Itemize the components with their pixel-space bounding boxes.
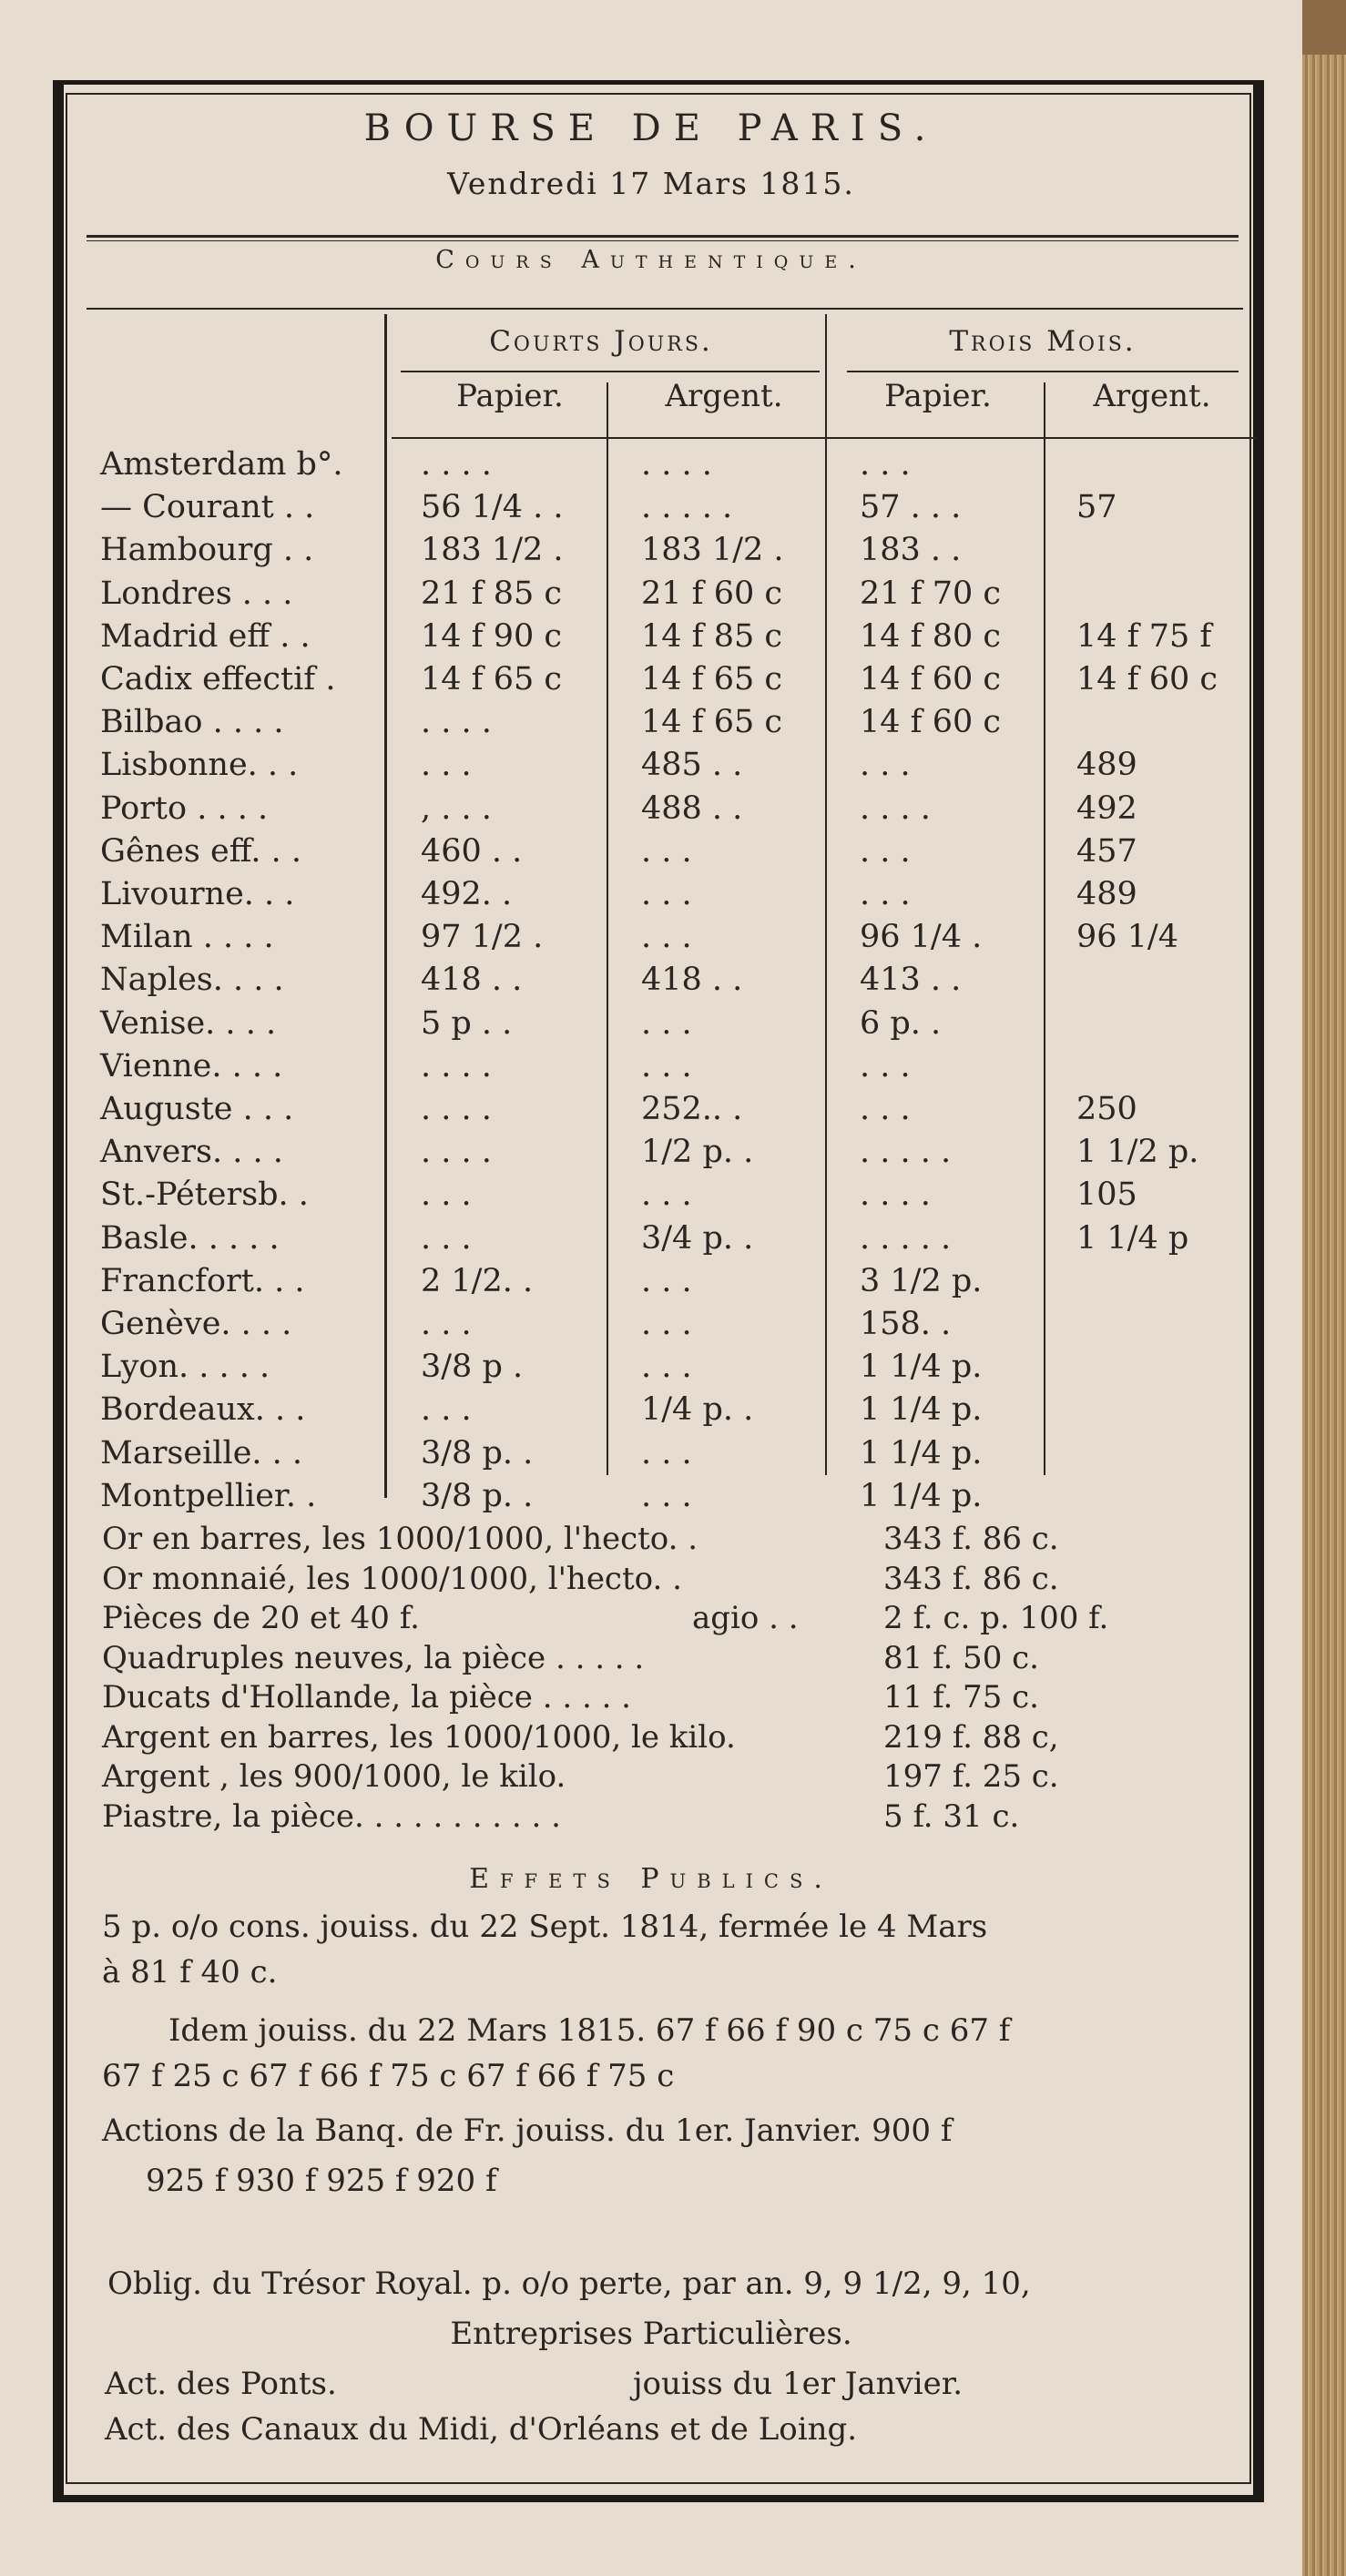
table-row xyxy=(100,618,1248,661)
cj-argent-cell: 14 f 85 c xyxy=(641,617,783,655)
cj-papier-cell: . . . xyxy=(421,1176,472,1214)
cj-argent-cell: . . . xyxy=(641,1477,692,1514)
effets-title: Effets Publics. xyxy=(469,1863,833,1895)
cj-argent-cell: 418 . . xyxy=(641,962,743,999)
cours-title: Cours Authentique. xyxy=(435,246,867,274)
cj-argent-cell: 1/4 p. . xyxy=(641,1391,754,1429)
row-name: Bordeaux. . . xyxy=(100,1391,306,1429)
table-row xyxy=(100,1220,1248,1263)
row-name: Milan . . . . xyxy=(100,919,274,956)
tm-papier-cell: . . . . xyxy=(860,1176,931,1214)
metaux-label: Or monnaié, les 1000/1000, l'hecto. . xyxy=(102,1560,682,1597)
row-name: Genève. . . . xyxy=(100,1306,292,1342)
metaux-value: 11 f. 75 c. xyxy=(883,1679,1039,1716)
cj-argent-cell: 14 f 65 c xyxy=(641,704,783,741)
table-row xyxy=(100,1478,1248,1521)
subcol-underline xyxy=(392,437,1257,439)
row-name: Livourne. . . xyxy=(100,876,295,912)
table-row xyxy=(100,1134,1248,1176)
metaux-value: 81 f. 50 c. xyxy=(883,1639,1039,1676)
cj-argent-cell: . . . . . xyxy=(641,489,733,526)
cj-papier-cell: , . . . xyxy=(421,789,492,827)
cj-papier-cell: . . . xyxy=(421,747,472,784)
cj-papier-cell: . . . . xyxy=(421,446,492,483)
row-name: Gênes eff. . . xyxy=(100,832,301,870)
tm-papier-cell: . . . xyxy=(860,1091,911,1127)
group-courts-jours: Courts Jours. xyxy=(489,325,713,358)
table-row xyxy=(100,1349,1248,1391)
tm-argent-cell: 57 xyxy=(1076,489,1117,526)
page-date: Vendredi 17 Mars 1815. xyxy=(447,166,855,201)
tm-argent-cell: 14 f 75 f xyxy=(1076,617,1212,655)
row-name: Hambourg . . xyxy=(100,532,314,569)
cj-papier-cell: 5 p . . xyxy=(421,1004,513,1042)
cj-papier-cell: 21 f 85 c xyxy=(421,575,563,612)
tm-papier-cell: 14 f 80 c xyxy=(860,617,1002,655)
tm-argent-cell: 457 xyxy=(1076,832,1137,870)
cours-divider xyxy=(87,308,1243,310)
row-name: Venise. . . . xyxy=(100,1004,277,1042)
cj-argent-cell: . . . xyxy=(641,1434,692,1471)
effets-line: 5 p. o/o cons. jouiss. du 22 Sept. 1814, fermée le 4 Mars xyxy=(102,1909,988,1945)
table-row xyxy=(100,661,1248,704)
tm-papier-cell: 14 f 60 c xyxy=(860,704,1002,741)
tm-papier-cell: 96 1/4 . xyxy=(860,919,983,956)
metaux-value: 219 f. 88 c, xyxy=(883,1718,1059,1756)
cj-argent-cell: 14 f 65 c xyxy=(641,661,783,697)
tm-papier-cell: 21 f 70 c xyxy=(860,575,1002,612)
cj-argent-cell: 21 f 60 c xyxy=(641,575,783,612)
cj-papier-cell: . . . . xyxy=(421,1091,492,1127)
tm-argent-cell: 14 f 60 c xyxy=(1076,661,1219,697)
metaux-value: 343 f. 86 c. xyxy=(883,1560,1059,1597)
table-row xyxy=(100,1263,1248,1306)
canaux-line: Act. des Canaux du Midi, d'Orléans et de Loing. xyxy=(105,2411,858,2448)
tm-papier-cell: . . . xyxy=(860,747,911,784)
cj-papier-cell: 14 f 90 c xyxy=(421,617,563,655)
tm-papier-cell: . . . xyxy=(860,832,911,870)
cj-argent-cell: . . . xyxy=(641,832,692,870)
cj-argent-cell: . . . xyxy=(641,919,692,956)
row-name: Amsterdam b°. xyxy=(100,446,343,483)
tm-argent-cell: 489 xyxy=(1076,747,1137,784)
tm-papier-cell: . . . . xyxy=(860,789,931,827)
table-row xyxy=(100,1306,1248,1349)
effets-line: 67 f 25 c 67 f 66 f 75 c 67 f 66 f 75 c xyxy=(102,2058,675,2094)
tm-papier-cell: . . . . . xyxy=(860,1134,952,1171)
cj-argent-cell: 3/4 p. . xyxy=(641,1219,754,1257)
table-row xyxy=(100,489,1248,532)
header-divider xyxy=(87,235,1239,238)
cj-argent-cell: . . . xyxy=(641,1306,692,1342)
ponts-label: Act. des Ponts. xyxy=(105,2366,337,2402)
metaux-label: Ducats d'Hollande, la pièce . . . . . xyxy=(102,1679,631,1716)
metaux-extra: agio . . xyxy=(692,1600,799,1636)
table-row xyxy=(100,919,1248,962)
cj-papier-cell: 3/8 p . xyxy=(421,1349,524,1386)
metaux-label: Or en barres, les 1000/1000, l'hecto. . xyxy=(102,1521,698,1557)
tm-papier-cell: 158. . xyxy=(860,1306,952,1342)
metaux-label: Piastre, la pièce. . . . . . . . . . . xyxy=(102,1797,561,1835)
row-name: Montpellier. . xyxy=(100,1477,317,1514)
tm-papier-cell: 6 p. . xyxy=(860,1004,942,1042)
oblig-line: Oblig. du Trésor Royal. p. o/o perte, par an. 9, 9 1/2, 9, 10, xyxy=(107,2265,1031,2302)
metaux-label: Pièces de 20 et 40 f. xyxy=(102,1600,420,1636)
cj-papier-cell: . . . . xyxy=(421,1047,492,1084)
cj-papier-cell: 14 f 65 c xyxy=(421,661,563,697)
metaux-value: 197 f. 25 c. xyxy=(883,1758,1059,1795)
tm-papier-cell: . . . . . xyxy=(860,1219,952,1257)
cj-argent-cell: . . . . xyxy=(641,446,712,483)
table-row xyxy=(100,704,1248,747)
metaux-label: Argent , les 900/1000, le kilo. xyxy=(102,1758,566,1795)
tm-papier-cell: 183 . . xyxy=(860,532,962,569)
cj-papier-cell: . . . xyxy=(421,1219,472,1257)
table-row xyxy=(100,962,1248,1004)
row-name: Vienne. . . . xyxy=(100,1047,283,1084)
tm-argent-cell: 105 xyxy=(1076,1176,1137,1214)
tm-papier-cell: . . . xyxy=(860,876,911,912)
subcol-tm-papier: Papier. xyxy=(884,378,992,414)
tm-papier-cell: 57 . . . xyxy=(860,489,962,526)
table-row xyxy=(100,1435,1248,1478)
effets-line: Idem jouiss. du 22 Mars 1815. 67 f 66 f 90 c 75 c 67 f xyxy=(168,2012,1011,2049)
table-row xyxy=(100,1091,1248,1134)
cj-argent-cell: 252.. . xyxy=(641,1091,743,1127)
row-name: Londres . . . xyxy=(100,575,293,612)
header-divider-thin xyxy=(87,240,1239,241)
row-name: Anvers. . . . xyxy=(100,1134,283,1171)
cj-argent-cell: 1/2 p. . xyxy=(641,1134,754,1171)
cj-argent-cell: . . . xyxy=(641,1176,692,1214)
cj-argent-cell: . . . xyxy=(641,1004,692,1042)
table-row xyxy=(100,747,1248,789)
table-row xyxy=(100,1176,1248,1219)
cj-argent-cell: 488 . . xyxy=(641,789,743,827)
group-trois-mois: Trois Mois. xyxy=(949,325,1137,358)
cj-papier-cell: 492. . xyxy=(421,876,513,912)
tm-papier-cell: 14 f 60 c xyxy=(860,661,1002,697)
table-row xyxy=(100,790,1248,833)
subcol-cj-papier: Papier. xyxy=(456,378,564,414)
table-row xyxy=(100,833,1248,876)
tm-papier-cell: 1 1/4 p. xyxy=(860,1349,983,1386)
metaux-label: Quadruples neuves, la pièce . . . . . xyxy=(102,1639,645,1676)
cj-argent-cell: . . . xyxy=(641,1349,692,1386)
cj-papier-cell: 460 . . xyxy=(421,832,523,870)
row-name: Porto . . . . xyxy=(100,789,269,827)
cj-argent-cell: . . . xyxy=(641,1047,692,1084)
cj-argent-cell: . . . xyxy=(641,876,692,912)
row-name: Cadix effectif . xyxy=(100,661,336,697)
entreprises-title: Entreprises Particulières. xyxy=(450,2316,852,2352)
table-row xyxy=(100,532,1248,575)
row-name: Bilbao . . . . xyxy=(100,704,284,741)
row-name: Madrid eff . . xyxy=(100,617,311,655)
table-row xyxy=(100,575,1248,618)
cj-papier-cell: . . . . xyxy=(421,1134,492,1171)
metaux-value: 343 f. 86 c. xyxy=(883,1521,1059,1557)
group-underline-1 xyxy=(401,371,820,372)
tm-papier-cell: 3 1/2 p. xyxy=(860,1262,983,1299)
cj-papier-cell: 2 1/2. . xyxy=(421,1262,534,1299)
row-name: — Courant . . xyxy=(100,489,315,526)
table-row xyxy=(100,1005,1248,1048)
tm-papier-cell: . . . xyxy=(860,446,911,483)
tm-argent-cell: 250 xyxy=(1076,1091,1137,1127)
row-name: St.-Pétersb. . xyxy=(100,1176,309,1214)
row-name: Francfort. . . xyxy=(100,1262,305,1299)
row-name: Lyon. . . . . xyxy=(100,1349,270,1386)
effets-line: à 81 f 40 c. xyxy=(102,1954,278,1991)
tm-argent-cell: 1 1/4 p xyxy=(1076,1219,1189,1257)
subcol-cj-argent: Argent. xyxy=(665,378,783,414)
page-title: BOURSE DE PARIS. xyxy=(363,107,939,149)
tm-papier-cell: 413 . . xyxy=(860,962,962,999)
cj-papier-cell: 183 1/2 . xyxy=(421,532,564,569)
cj-papier-cell: . . . xyxy=(421,1391,472,1429)
row-name: Basle. . . . . xyxy=(100,1219,280,1257)
table-row xyxy=(100,1048,1248,1091)
row-name: Auguste . . . xyxy=(100,1091,294,1127)
cj-papier-cell: 3/8 p. . xyxy=(421,1434,534,1471)
cj-papier-cell: 97 1/2 . xyxy=(421,919,544,956)
cj-papier-cell: . . . xyxy=(421,1306,472,1342)
metaux-value: 5 f. 31 c. xyxy=(883,1797,1020,1835)
table-row xyxy=(100,1391,1248,1434)
page-edge xyxy=(1302,55,1346,2576)
effets-line: 925 f 930 f 925 f 920 f xyxy=(146,2163,497,2199)
ponts-value: jouiss du 1er Janvier. xyxy=(633,2366,964,2402)
cj-papier-cell: 3/8 p. . xyxy=(421,1477,534,1514)
table-row xyxy=(100,446,1248,489)
tm-papier-cell: 1 1/4 p. xyxy=(860,1391,983,1429)
tm-argent-cell: 489 xyxy=(1076,876,1137,912)
tm-argent-cell: 1 1/2 p. xyxy=(1076,1134,1199,1171)
table-row xyxy=(100,876,1248,919)
row-name: Naples. . . . xyxy=(100,962,284,999)
cj-papier-cell: . . . . xyxy=(421,704,492,741)
cj-papier-cell: 56 1/4 . . xyxy=(421,489,564,526)
row-name: Lisbonne. . . xyxy=(100,747,299,784)
cj-papier-cell: 418 . . xyxy=(421,962,523,999)
tm-argent-cell: 96 1/4 xyxy=(1076,919,1178,956)
effets-line: Actions de la Banq. de Fr. jouiss. du 1er. Janvier. 900 f xyxy=(102,2113,953,2149)
metaux-label: Argent en barres, les 1000/1000, le kilo. xyxy=(102,1718,736,1756)
cj-argent-cell: 485 . . xyxy=(641,747,743,784)
metaux-value: 2 f. c. p. 100 f. xyxy=(883,1600,1109,1636)
group-underline-2 xyxy=(847,371,1239,372)
cj-argent-cell: . . . xyxy=(641,1262,692,1299)
row-name: Marseille. . . xyxy=(100,1434,303,1471)
tm-argent-cell: 492 xyxy=(1076,789,1137,827)
tm-papier-cell: 1 1/4 p. xyxy=(860,1477,983,1514)
cj-argent-cell: 183 1/2 . xyxy=(641,532,784,569)
subcol-tm-argent: Argent. xyxy=(1093,378,1211,414)
tm-papier-cell: 1 1/4 p. xyxy=(860,1434,983,1471)
tm-papier-cell: . . . xyxy=(860,1047,911,1084)
